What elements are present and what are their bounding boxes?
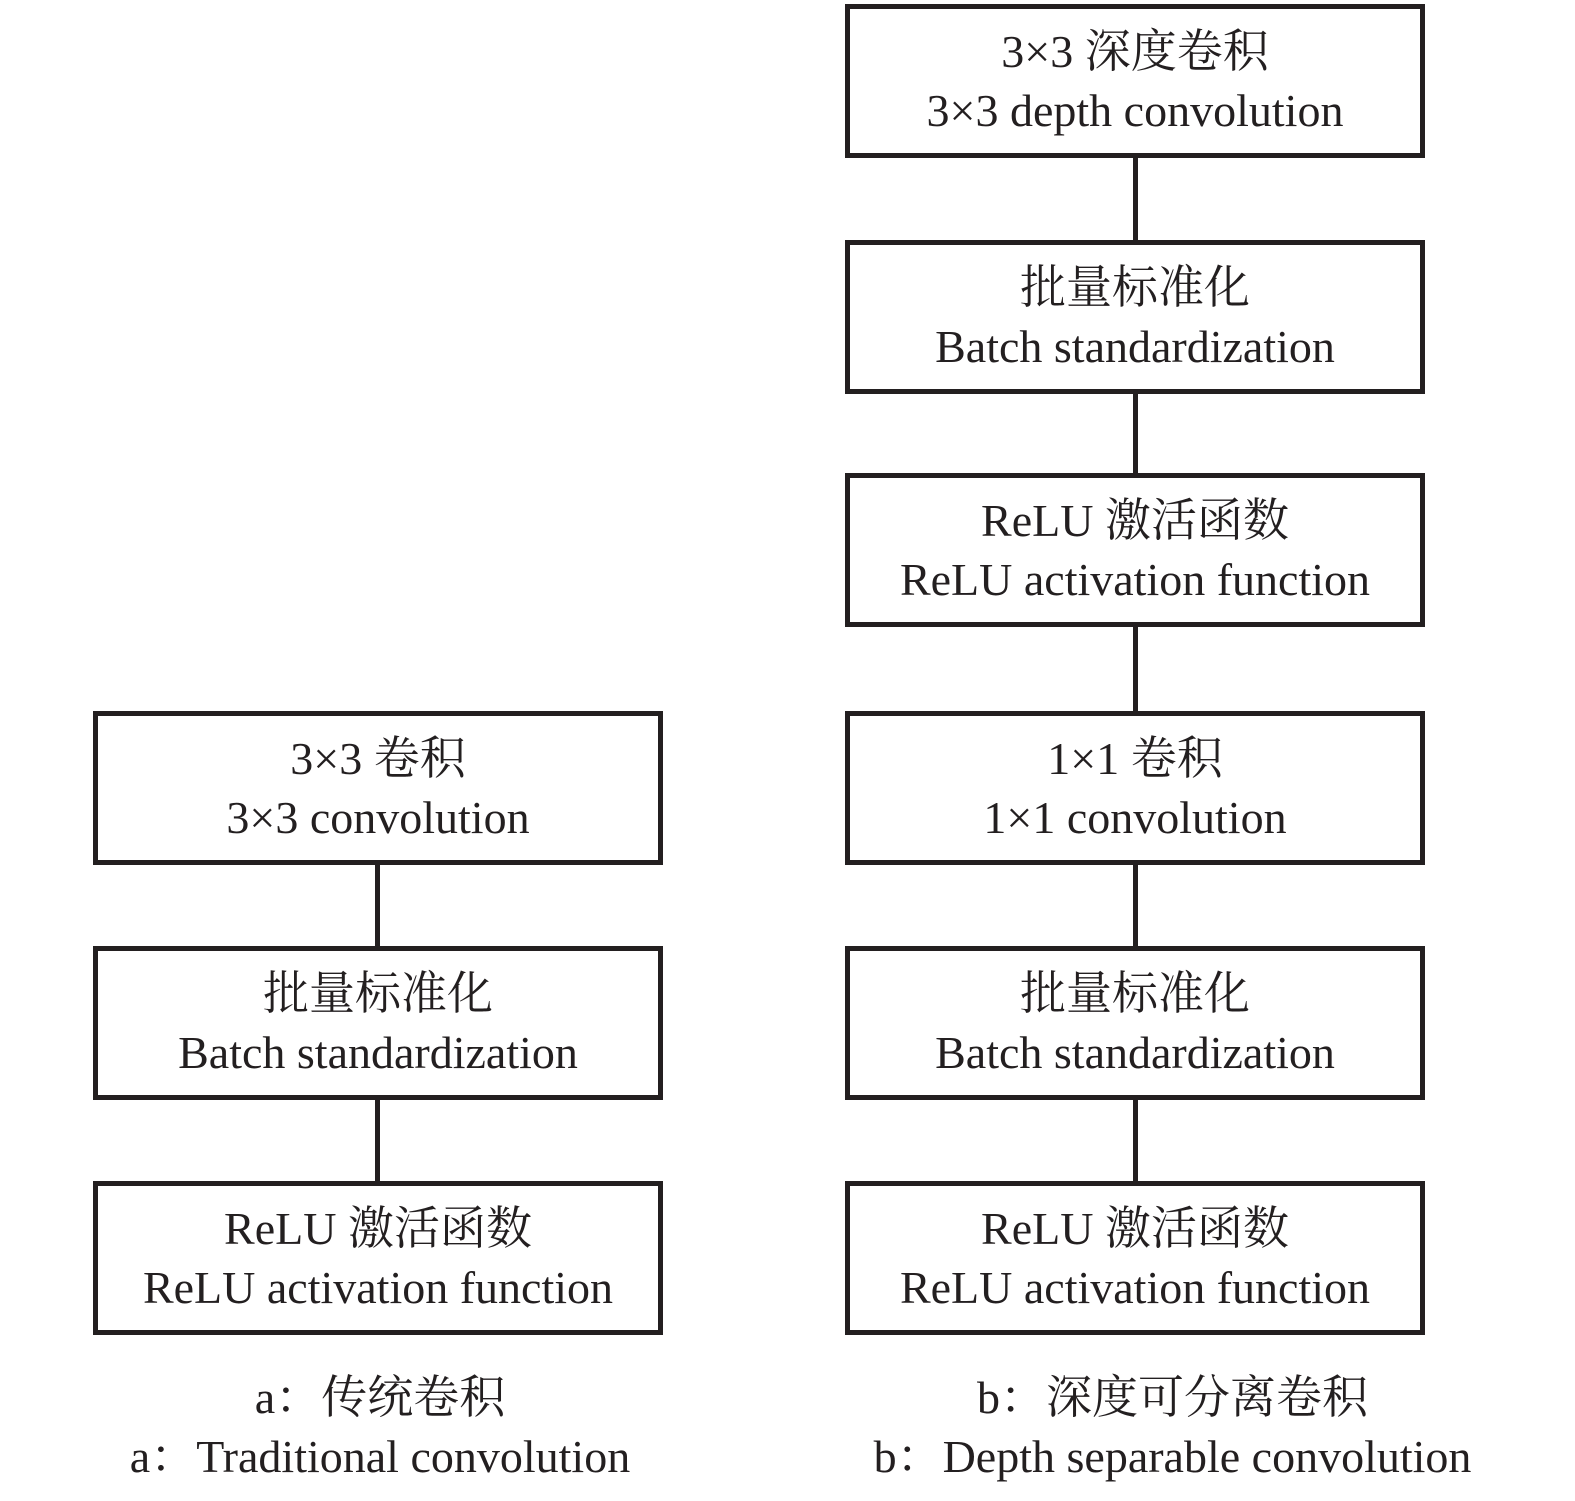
- box-label-zh: ReLU 激活函数: [224, 1203, 532, 1254]
- connector-line: [1133, 863, 1138, 949]
- box-b-batchnorm-2: [845, 946, 1425, 1100]
- box-a-conv3x3: [93, 711, 663, 865]
- box-label-en: ReLU activation function: [899, 554, 1371, 605]
- box-b-conv1x1: [845, 711, 1425, 865]
- box-label-zh: 3×3 卷积: [290, 733, 466, 784]
- box-label-zh: 1×1 卷积: [1047, 733, 1223, 784]
- box-label-zh: 批量标准化: [1020, 968, 1250, 1019]
- caption-b-zh: b：深度可分离卷积: [977, 1372, 1368, 1423]
- box-label-en: ReLU activation function: [142, 1262, 614, 1313]
- box-label-zh: 批量标准化: [1020, 262, 1250, 313]
- caption-b: [770, 1368, 1575, 1486]
- box-label-en: 3×3 depth convolution: [926, 85, 1344, 136]
- box-label-en: Batch standardization: [935, 1027, 1335, 1078]
- box-label-en: Batch standardization: [935, 321, 1335, 372]
- box-label-zh: 3×3 深度卷积: [1001, 26, 1269, 77]
- caption-a-zh: a：传统卷积: [254, 1372, 506, 1423]
- box-label-zh: ReLU 激活函数: [981, 1203, 1289, 1254]
- box-b-relu-2: [845, 1181, 1425, 1335]
- connector-line: [1133, 1098, 1138, 1184]
- connector-line: [1133, 625, 1138, 714]
- caption-a: [0, 1368, 760, 1486]
- connector-line: [1133, 156, 1138, 242]
- connector-line: [375, 863, 380, 949]
- box-label-en: 3×3 convolution: [226, 792, 530, 843]
- box-label-en: Batch standardization: [178, 1027, 578, 1078]
- connector-line: [1133, 392, 1138, 476]
- box-label-en: 1×1 convolution: [983, 792, 1287, 843]
- box-b-depthconv3x3: [845, 4, 1425, 158]
- box-label-en: ReLU activation function: [899, 1262, 1371, 1313]
- box-b-relu-1: [845, 473, 1425, 627]
- caption-a-en: a：Traditional convolution: [129, 1431, 631, 1482]
- caption-b-en: b：Depth separable convolution: [873, 1431, 1472, 1482]
- box-label-zh: ReLU 激活函数: [981, 495, 1289, 546]
- box-b-batchnorm-1: [845, 240, 1425, 394]
- box-a-relu: [93, 1181, 663, 1335]
- box-a-batchnorm: [93, 946, 663, 1100]
- connector-line: [375, 1098, 380, 1184]
- box-label-zh: 批量标准化: [263, 968, 493, 1019]
